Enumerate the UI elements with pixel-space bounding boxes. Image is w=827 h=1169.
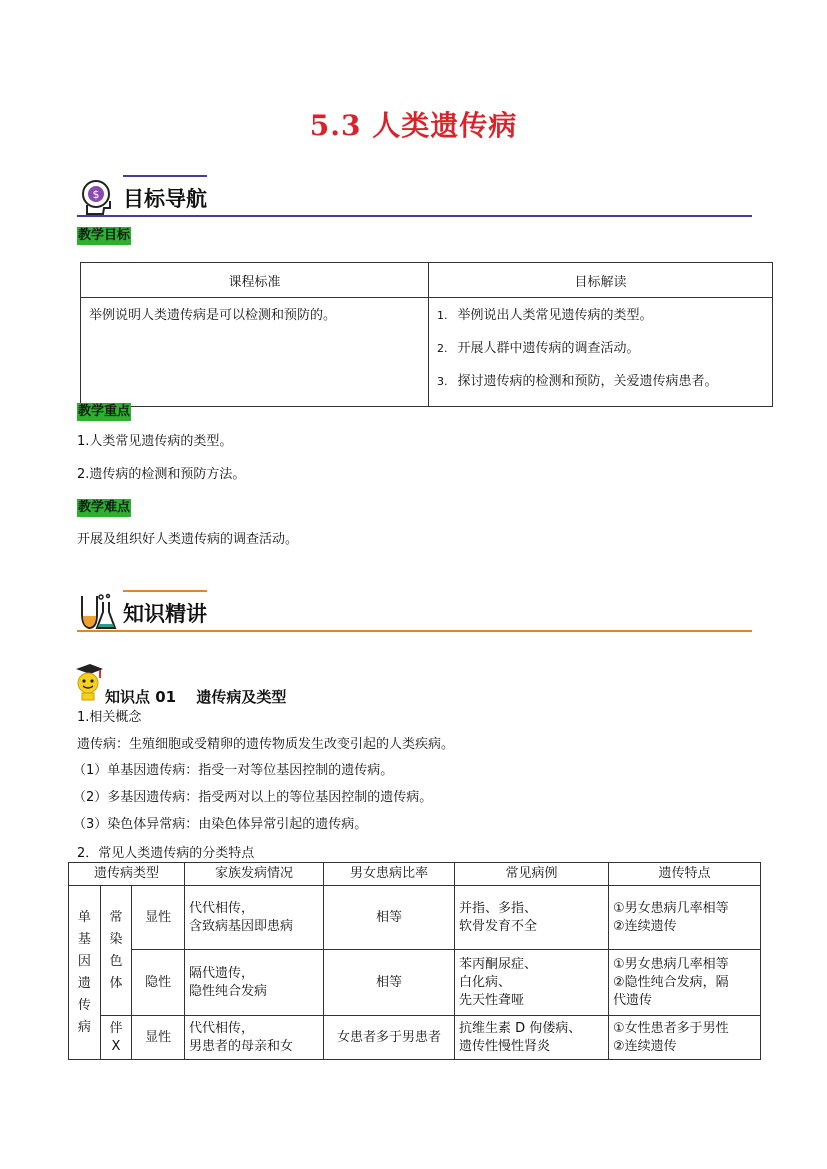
family-line: 隔代遗传， <box>189 965 255 981</box>
trait-line: ②连续遗传 <box>613 918 677 934</box>
row-ratio: 女患者多于男患者 <box>324 1016 455 1060</box>
row-traits <box>609 950 761 1016</box>
flask-icon <box>77 592 119 632</box>
row-ratio: 相等 <box>324 950 455 1016</box>
subgroup-x-linked-text: 伴X <box>109 1020 123 1054</box>
trait-line: 代遗传 <box>613 992 653 1008</box>
trait-line: ①女性患者多于男性 <box>613 1020 729 1036</box>
trait-line: ①男女患病几率相等 <box>613 900 729 916</box>
trait-line: ①男女患病几率相等 <box>613 956 729 972</box>
family-line: 含致病基因即患病 <box>189 918 294 934</box>
difficult-point-item: 开展及组织好人类遗传病的调查活动。 <box>77 532 299 547</box>
row-cases <box>455 950 609 1016</box>
family-line: 代代相传， <box>189 900 255 916</box>
heading-underline <box>77 215 752 217</box>
case-line: 并指、多指、 <box>459 900 538 916</box>
case-line: 白化病、 <box>459 974 512 990</box>
subgroup-x-linked <box>100 1016 132 1060</box>
row-cases <box>455 886 609 950</box>
row-traits <box>609 1016 761 1060</box>
tag-difficult-points: 教学难点 <box>78 500 131 515</box>
concept-line: （2）多基因遗传病：指受两对以上的等位基因控制的遗传病。 <box>73 790 433 805</box>
goals-table <box>80 262 773 407</box>
concept-line: （1）单基因遗传病：指受一对等位基因控制的遗传病。 <box>73 763 394 778</box>
section-heading-text: 目标导航 <box>123 187 207 211</box>
goal-item-num: 2. <box>437 342 448 355</box>
group-single-gene-text: 单基因遗传病 <box>77 909 91 1035</box>
goal-item-text: 探讨遗传病的检测和预防，关爱遗传病患者。 <box>457 374 718 389</box>
family-line: 男患者的母亲和女 <box>189 1038 294 1054</box>
goals-header-interpretation: 目标解读 <box>429 263 773 298</box>
header-cases: 常见病例 <box>455 863 609 886</box>
tag-key-points: 教学重点 <box>78 404 131 419</box>
key-point-item: 1.人类常见遗传病的类型。 <box>77 434 233 449</box>
row-family <box>185 950 324 1016</box>
row-traits <box>609 886 761 950</box>
key-point-item: 2.遗传病的检测和预防方法。 <box>77 467 246 482</box>
heading-underline <box>77 630 752 632</box>
goals-standard-text: 举例说明人类遗传病是可以检测和预防的。 <box>89 308 337 323</box>
header-type: 遗传病类型 <box>69 863 185 886</box>
scholar-icon <box>72 661 104 701</box>
tag-teaching-goals: 教学目标 <box>78 228 131 243</box>
case-line: 遗传性慢性肾炎 <box>459 1038 551 1054</box>
family-line: 代代相传， <box>189 1020 255 1036</box>
row-kind: 隐性 <box>132 950 185 1016</box>
goal-item <box>437 337 764 356</box>
trait-line: ②连续遗传 <box>613 1038 677 1054</box>
header-traits: 遗传特点 <box>609 863 761 886</box>
goal-item-num: 3. <box>437 375 448 388</box>
goal-item <box>437 304 764 323</box>
page-title: 5.3 人类遗传病 <box>309 109 518 142</box>
subgroup-autosomal-text: 常染色体 <box>109 909 123 991</box>
family-line: 隐性纯合发病 <box>189 983 268 999</box>
section-heading-knowledge <box>77 590 757 634</box>
concept-line: （3）染色体异常病：由染色体异常引起的遗传病。 <box>73 817 368 832</box>
goals-interpretation-cell <box>429 298 773 407</box>
brain-gear-icon <box>77 177 117 217</box>
group-single-gene <box>69 886 101 1060</box>
case-line: 抗维生素 D 佝偻病、 <box>459 1020 582 1036</box>
goal-item <box>437 370 764 389</box>
header-ratio: 男女患病比率 <box>324 863 455 886</box>
classification-table <box>68 862 761 1060</box>
case-line: 苯丙酮尿症、 <box>459 956 538 972</box>
row-cases <box>455 1016 609 1060</box>
row-ratio: 相等 <box>324 886 455 950</box>
goal-item-num: 1. <box>437 309 448 322</box>
row-family <box>185 1016 324 1060</box>
case-line: 软骨发育不全 <box>459 918 538 934</box>
row-family <box>185 886 324 950</box>
subgroup-autosomal <box>100 886 132 1016</box>
header-family: 家族发病情况 <box>185 863 324 886</box>
sub-heading-concepts: 1.相关概念 <box>77 710 142 725</box>
goal-item-text: 举例说出人类常见遗传病的类型。 <box>457 308 653 323</box>
section-heading-goals <box>77 175 757 219</box>
row-kind: 显性 <box>132 886 185 950</box>
section-heading-text: 知识精讲 <box>123 602 207 626</box>
knowledge-point-title: 知识点 01 遗传病及类型 <box>105 688 287 706</box>
sub-heading-classification: 2．常见人类遗传病的分类特点 <box>77 846 255 861</box>
row-kind: 显性 <box>132 1016 185 1060</box>
heading-accent-line <box>123 175 207 177</box>
svg-text:$: $ <box>92 188 100 201</box>
goals-standard-cell <box>81 298 429 407</box>
trait-line: ②隐性纯合发病，隔 <box>613 974 729 990</box>
concept-line: 遗传病：生殖细胞或受精卵的遗传物质发生改变引起的人类疾病。 <box>77 737 455 752</box>
goals-header-standard: 课程标准 <box>81 263 429 298</box>
goal-item-text: 开展人群中遗传病的调查活动。 <box>457 341 640 356</box>
case-line: 先天性聋哑 <box>459 992 525 1008</box>
heading-accent-line <box>123 590 207 592</box>
